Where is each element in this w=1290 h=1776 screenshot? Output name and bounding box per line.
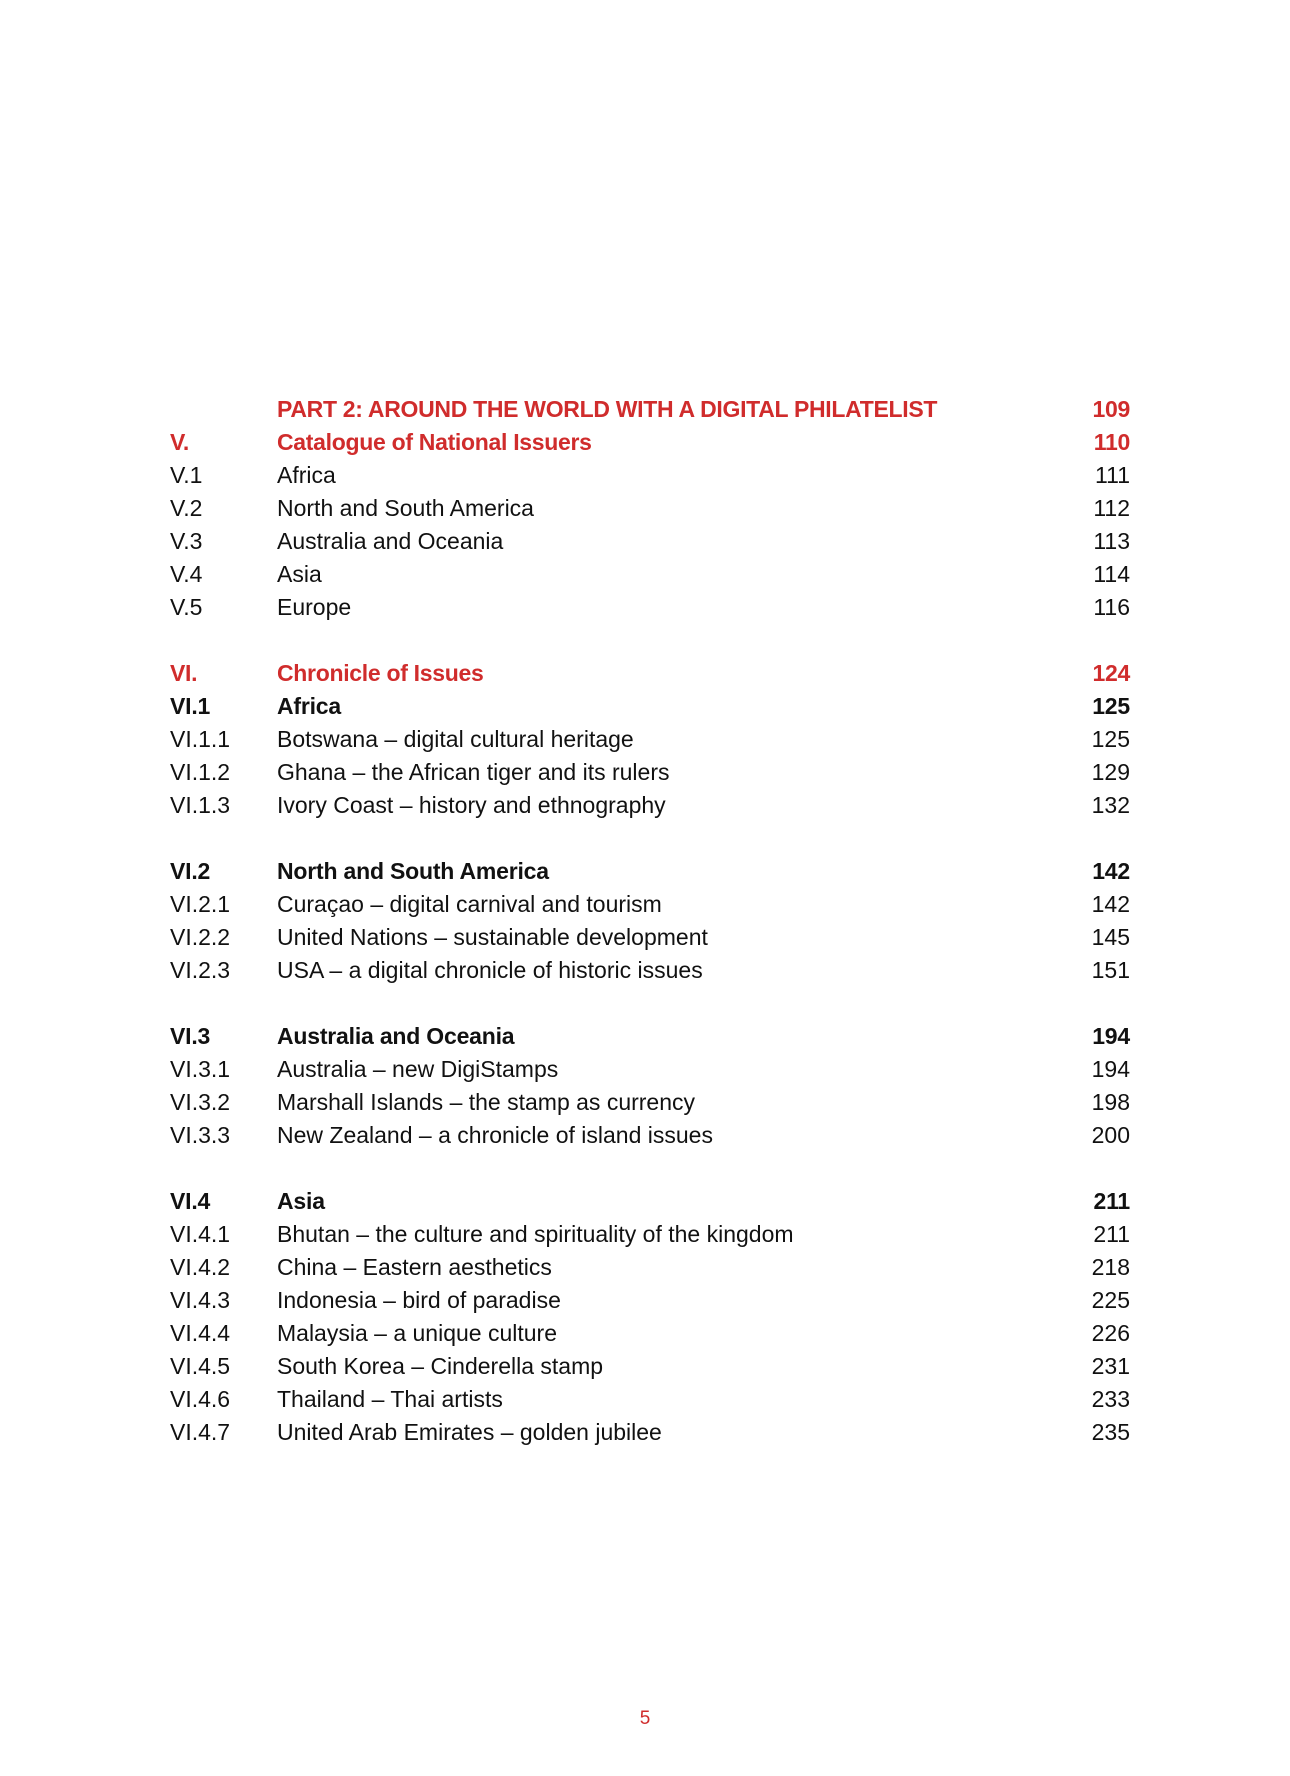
toc-entry-number: VI.3.2 [170,1089,231,1115]
toc-entry-number: V.1 [170,462,203,488]
toc-entry-title: Curaçao – digital carnival and tourism [277,891,662,917]
toc-entry-item[interactable] [0,1350,1290,1383]
toc-entry-part[interactable] [0,393,1290,426]
toc-entry-title: China – Eastern aesthetics [277,1254,552,1280]
toc-entry-item[interactable] [0,789,1290,822]
toc-entry-page: 225 [1091,1287,1130,1313]
toc-entry-title: Asia [277,561,322,587]
toc-entry-number: VI.1.2 [170,759,231,785]
toc-entry-number: VI.1.1 [170,726,231,752]
toc-entry-title: Thailand – Thai artists [277,1386,503,1412]
toc-entry-number: VI.1 [170,693,211,719]
toc-entry-page: 226 [1091,1320,1130,1346]
toc-entry-title: United Arab Emirates – golden jubilee [277,1419,662,1445]
toc-entry-page: 142 [1091,891,1130,917]
toc-entry-item[interactable] [0,558,1290,591]
toc-entry-title: North and South America [277,495,534,521]
toc-entry-chapter[interactable] [0,426,1290,459]
toc-entry-title: PART 2: AROUND THE WORLD WITH A DIGITAL PHILATELIST [277,396,938,422]
toc-entry-chapter[interactable] [0,657,1290,690]
toc-entry-item[interactable] [0,1317,1290,1350]
toc-entry-title: Catalogue of National Issuers [277,429,592,455]
toc-entry-page: 233 [1091,1386,1130,1412]
toc-entry-item[interactable] [0,723,1290,756]
toc-entry-page: 114 [1093,561,1130,587]
toc-entry-title: Africa [277,693,341,719]
toc-entry-title: New Zealand – a chronicle of island issues [277,1122,713,1148]
toc-entry-page: 132 [1091,792,1130,818]
toc-entry-title: Marshall Islands – the stamp as currency [277,1089,696,1115]
page-number: 5 [639,1708,651,1729]
toc-entry-page: 125 [1091,726,1130,752]
toc-entry-number: VI.2 [170,858,211,884]
toc-entry-item[interactable] [0,954,1290,987]
toc-entry-page: 112 [1093,495,1130,521]
toc-entry-title: Botswana – digital cultural heritage [277,726,634,752]
toc-entry-item[interactable] [0,1218,1290,1251]
toc-entry-page: 116 [1093,594,1130,620]
toc-entry-number: V.5 [170,594,203,620]
toc-entry-number: VI.4.7 [170,1419,231,1445]
toc-entry-page: 142 [1092,858,1130,884]
toc-entry-number: VI.2.2 [170,924,231,950]
toc-entry-page: 124 [1092,660,1130,686]
toc-entry-page: 111 [1095,462,1130,488]
toc-entry-page: 218 [1091,1254,1130,1280]
toc-entry-page: 211 [1093,1221,1130,1247]
toc-entry-item[interactable] [0,1383,1290,1416]
toc-entry-number: VI.4.6 [170,1386,231,1412]
toc-entry-page: 145 [1091,924,1130,950]
toc-entry-page: 109 [1092,396,1130,422]
toc-entry-item[interactable] [0,1251,1290,1284]
toc-entry-item[interactable] [0,1416,1290,1449]
toc-entry-title: Australia and Oceania [277,528,504,554]
toc-entry-title: Australia – new DigiStamps [277,1056,559,1082]
toc-entry-item[interactable] [0,888,1290,921]
toc-entry-number: VI. [170,660,198,686]
toc-entry-item[interactable] [0,1119,1290,1152]
toc-entry-number: VI.3.3 [170,1122,231,1148]
toc-entry-page: 235 [1091,1419,1130,1445]
toc-entry-item[interactable] [0,1053,1290,1086]
toc-entry-title: Malaysia – a unique culture [277,1320,557,1346]
toc-entry-subchapter[interactable] [0,1020,1290,1053]
toc-entry-number: V.2 [170,495,203,521]
toc-entry-number: VI.4.2 [170,1254,231,1280]
toc-entry-number: V. [170,429,190,455]
toc-entry-page: 151 [1091,957,1130,983]
toc-entry-number: V.3 [170,528,203,554]
toc-entry-number: VI.4.4 [170,1320,231,1346]
toc-entry-title: Asia [277,1188,325,1214]
toc-entry-number: V.4 [170,561,203,587]
toc-entry-subchapter[interactable] [0,690,1290,723]
toc-entry-number: VI.4 [170,1188,211,1214]
toc-entry-page: 198 [1091,1089,1130,1115]
toc-entry-number: VI.4.3 [170,1287,231,1313]
toc-entry-subchapter[interactable] [0,855,1290,888]
toc-entry-subchapter[interactable] [0,1185,1290,1218]
toc-entry-page: 211 [1093,1188,1130,1214]
toc-entry-title: USA – a digital chronicle of historic issues [277,957,703,983]
toc-entry-number: VI.3 [170,1023,211,1049]
toc-entry-page: 110 [1093,429,1130,455]
toc-entry-title: Ivory Coast – history and ethnography [277,792,666,818]
toc-entry-item[interactable] [0,1284,1290,1317]
toc-entry-title: Indonesia – bird of paradise [277,1287,561,1313]
toc-entry-item[interactable] [0,1086,1290,1119]
toc-entry-page: 231 [1091,1353,1130,1379]
toc-entry-number: VI.1.3 [170,792,231,818]
toc-entry-title: United Nations – sustainable development [277,924,708,950]
toc-entry-number: VI.2.3 [170,957,231,983]
toc-entry-title: Bhutan – the culture and spirituality of the kingdom [277,1221,794,1247]
toc-entry-title: Europe [277,594,352,620]
toc-entry-number: VI.2.1 [170,891,231,917]
toc-entry-item[interactable] [0,492,1290,525]
toc-entry-title: Africa [277,462,336,488]
toc-entry-page: 194 [1092,1023,1130,1049]
toc-entry-page: 194 [1091,1056,1130,1082]
toc-entry-item[interactable] [0,459,1290,492]
toc-entry-item[interactable] [0,756,1290,789]
toc-entry-number: VI.3.1 [170,1056,231,1082]
toc-entry-page: 200 [1091,1122,1130,1148]
toc-entry-item[interactable] [0,591,1290,624]
toc-entry-title: Ghana – the African tiger and its rulers [277,759,670,785]
toc-entry-title: North and South America [277,858,549,884]
toc-entry-item[interactable] [0,921,1290,954]
toc-entry-page: 125 [1092,693,1130,719]
toc-entry-item[interactable] [0,525,1290,558]
toc-entry-title: Australia and Oceania [277,1023,515,1049]
table-of-contents [0,393,1290,1449]
toc-entry-number: VI.4.1 [170,1221,231,1247]
toc-entry-page: 129 [1091,759,1130,785]
toc-entry-page: 113 [1093,528,1130,554]
toc-entry-number: VI.4.5 [170,1353,231,1379]
toc-entry-title: Chronicle of Issues [277,660,484,686]
toc-entry-title: South Korea – Cinderella stamp [277,1353,604,1379]
